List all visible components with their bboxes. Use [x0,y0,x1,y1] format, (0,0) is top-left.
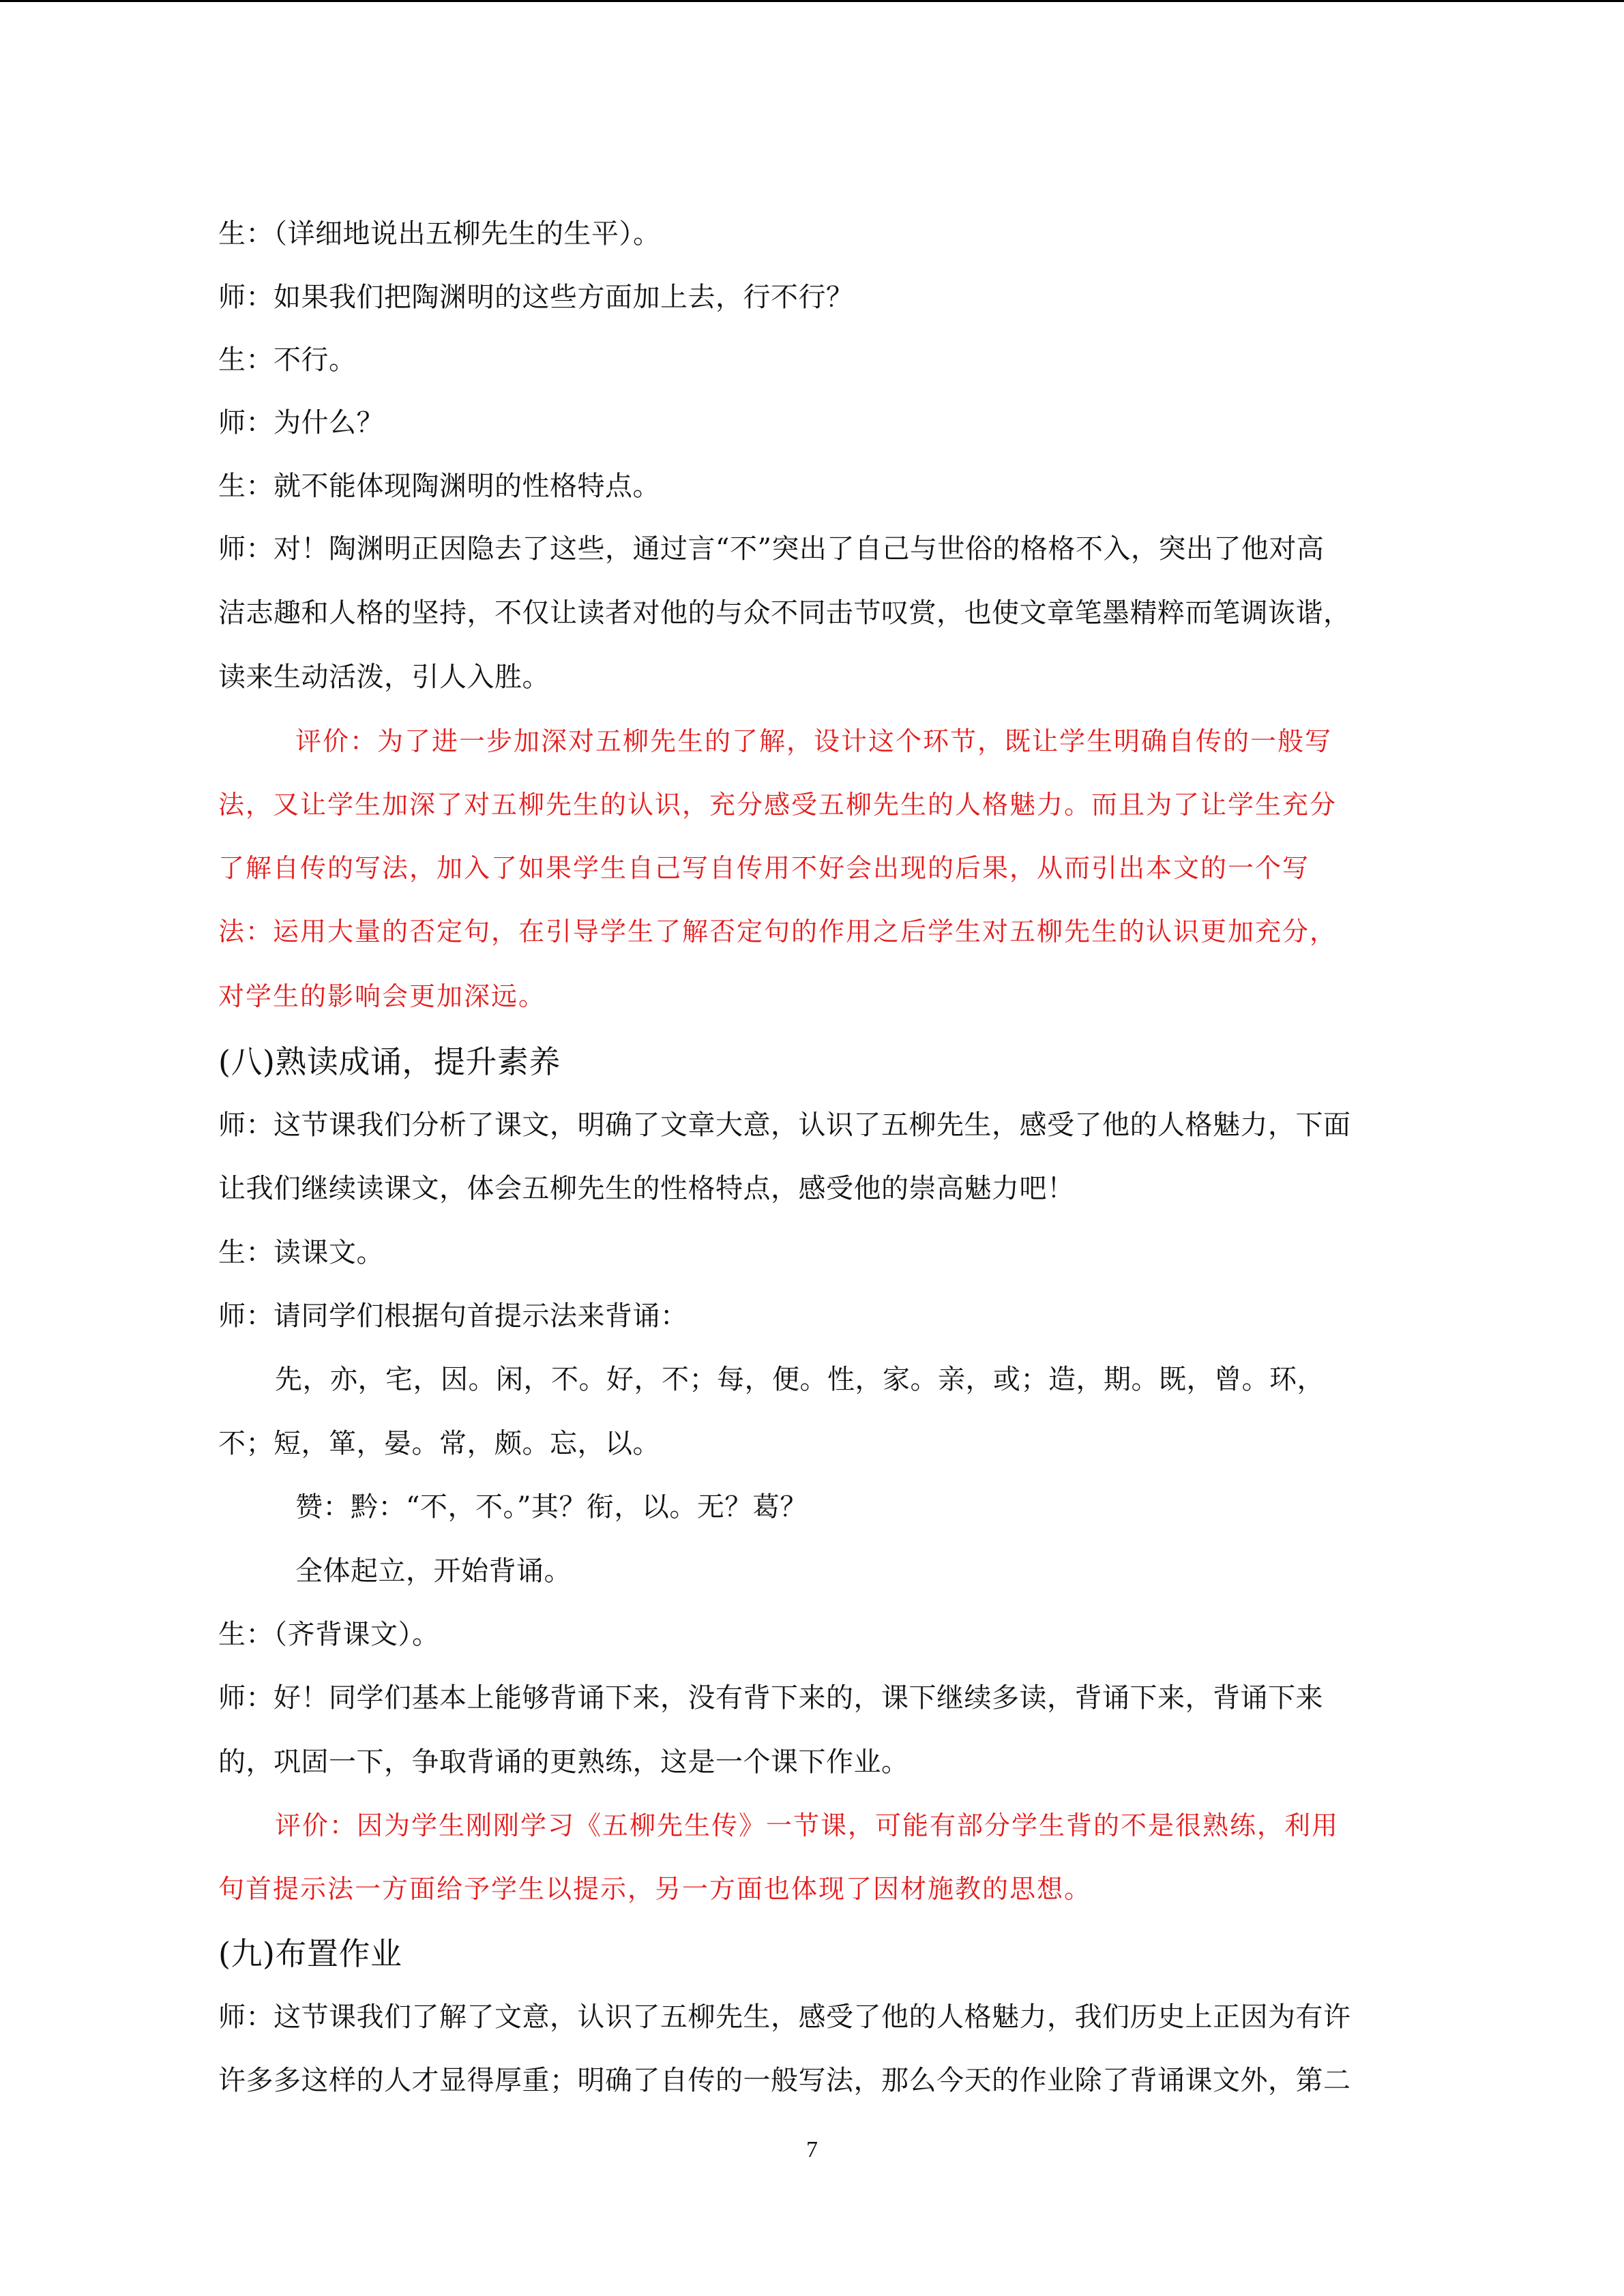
dialogue-line: 师：对！陶渊明正因隐去了这些，通过言“不”突出了自己与世俗的格格不入，突出了他对高 [218,533,1325,565]
dialogue-line: 师：为什么？ [218,407,384,438]
recitation-prompt-line: 不；短，箪，晏。常，颇。忘，以。 [218,1428,660,1459]
dialogue-line: 洁志趣和人格的坚持，不仅让读者对他的与众不同击节叹赏，也使文章笔墨精粹而笔调诙谐， [218,597,1351,629]
dialogue-line: 师：好！同学们基本上能够背诵下来，没有背下来的，课下继续多读，背诵下来，背诵下来 [218,1682,1323,1714]
dialogue-line: 师：这节课我们分析了课文，明确了文章大意，认识了五柳先生，感受了他的人格魅力，下面 [218,1109,1351,1141]
dialogue-line: 生：不行。 [218,344,357,376]
dialogue-line: 师：请同学们根据句首提示法来背诵： [218,1300,688,1332]
evaluation-line: 对学生的影响会更加深远。 [218,981,546,1011]
recitation-prompt-line: 赞：黔：“不，不。”其？衔，以。无？葛？ [295,1491,808,1523]
dialogue-line: 生：读课文。 [218,1237,384,1268]
evaluation-line: 评价：因为学生刚刚学习《五柳先生传》一节课，可能有部分学生背的不是很熟练，利用 [275,1810,1340,1840]
section-heading: (八)熟读成诵，提升素养 [218,1043,561,1080]
dialogue-line: 让我们继续读课文，体会五柳先生的性格特点，感受他的崇高魅力吧！ [218,1173,1075,1204]
dialogue-line: 的，巩固一下，争取背诵的更熟练，这是一个课下作业。 [218,1746,909,1778]
recitation-prompt-line: 先，亦，宅，因。闲，不。好，不；每，便。性，家。亲，或；造，期。既，曾。环， [275,1364,1325,1395]
dialogue-line: 生：（详细地说出五柳先生的生平）。 [218,218,661,250]
section-heading: (九)布置作业 [218,1935,402,1972]
page-number: 7 [806,2137,818,2162]
evaluation-line: 了解自传的写法，加入了如果学生自己写自传用不好会出现的后果，从而引出本文的一个写 [218,853,1310,883]
dialogue-line: 生：（齐背课文）。 [218,1619,440,1650]
evaluation-line: 法，又让学生加深了对五柳先生的认识，充分感受五柳先生的人格魅力。而且为了让学生充分 [218,790,1338,820]
dialogue-line: 全体起立，开始背诵。 [295,1555,572,1587]
dialogue-line: 许多多这样的人才显得厚重；明确了自传的一般写法，那么今天的作业除了背诵课文外，第二 [218,2065,1351,2096]
dialogue-line: 师：如果我们把陶渊明的这些方面加上去，行不行？ [218,282,854,313]
dialogue-line: 读来生动活泼，引人入胜。 [218,661,550,693]
dialogue-line: 师：这节课我们了解了文意，认识了五柳先生，感受了他的人格魅力，我们历史上正因为有许 [218,2001,1351,2033]
dialogue-line: 生：就不能体现陶渊明的性格特点。 [218,471,660,502]
evaluation-line: 法：运用大量的否定句，在引导学生了解否定句的作用之后学生对五柳先生的认识更加充分， [218,916,1338,946]
evaluation-line: 句首提示法一方面给予学生以提示，另一方面也体现了因材施教的思想。 [218,1874,1092,1904]
evaluation-line: 评价：为了进一步加深对五柳先生的了解，设计这个环节，既让学生明确自传的一般写 [295,726,1333,756]
